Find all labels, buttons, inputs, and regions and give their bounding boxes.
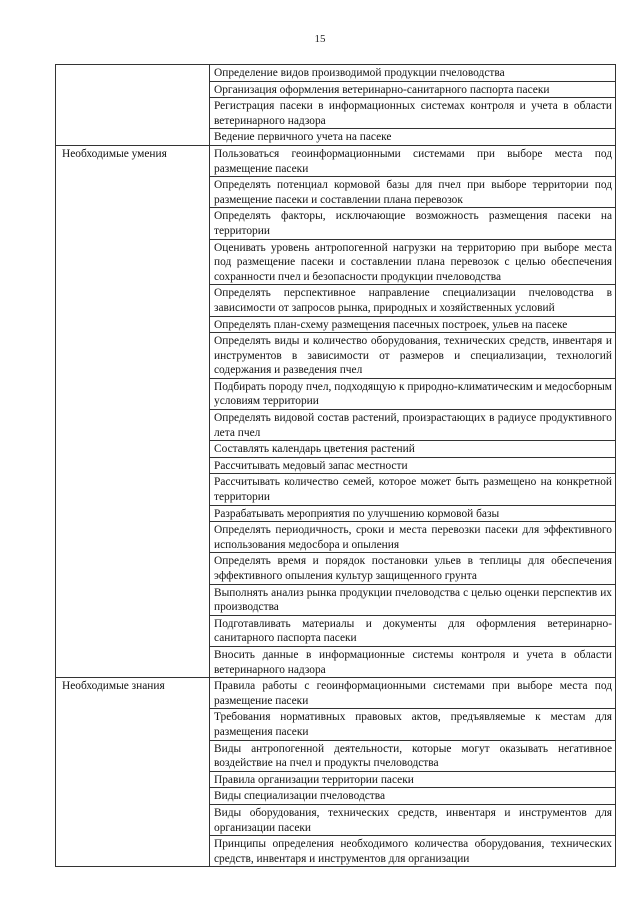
description-cell: Оценивать уровень антропогенной нагрузки на территорию при выборе места под размещение пасеки и составлении плана перевозок с целью обеспечения сохранности пчел и безопасности продукции пчеловодства [210,239,616,285]
description-cell: Виды оборудования, технических средств, инвентаря и инструментов для организации пасеки [210,804,616,835]
description-cell: Требования нормативных правовых актов, предъявляемые к местам для размещения пасеки [210,709,616,740]
description-cell: Правила организации территории пасеки [210,771,616,788]
description-cell: Определять видовой состав растений, произрастающих в радиусе продуктивного лета пчел [210,410,616,441]
description-cell: Правила работы с геоинформационными системами при выборе места под размещение пасеки [210,678,616,709]
description-cell: Виды антропогенной деятельности, которые могут оказывать негативное воздействие на пчел и продукты пчеловодства [210,740,616,771]
knowledge-row [56,678,616,709]
description-cell: Принципы определения необходимого количества оборудования, технических средств, инвентаря и инструментов для организации [210,836,616,867]
description-cell: Разрабатывать мероприятия по улучшению кормовой базы [210,505,616,522]
description-cell: Организация оформления ветеринарно-санитарного паспорта пасеки [210,81,616,98]
category-cell: Необходимые умения [56,145,210,677]
description-cell: Определять план-схему размещения пасечных построек, ульев на пасеке [210,316,616,333]
table-row [56,65,616,82]
page-number: 15 [314,33,326,45]
description-cell: Виды специализации пчеловодства [210,788,616,805]
description-cell: Подбирать породу пчел, подходящую к природно-климатическим и медосборным условиям территории [210,378,616,409]
description-cell: Определять факторы, исключающие возможность размещения пасеки на территории [210,208,616,239]
category-cell [56,65,210,146]
description-cell: Определять виды и количество оборудования, технических средств, инвентаря и инструментов в зависимости от размеров и специализации, технологий содержания и разведения пчел [210,333,616,379]
category-cell: Необходимые знания [56,678,210,867]
description-cell: Подготавливать материалы и документы для оформления ветеринарно-санитарного паспорта пасеки [210,615,616,646]
description-cell: Пользоваться геоинформационными системами при выборе места под размещение пасеки [210,145,616,176]
competency-table [55,64,616,867]
description-cell: Ведение первичного учета на пасеке [210,129,616,146]
competency-table-body [56,65,616,867]
description-cell: Определять перспективное направление специализации пчеловодства в зависимости от запросов рынка, природных и хозяйственных условий [210,285,616,316]
skills-row [56,145,616,176]
description-cell: Выполнять анализ рынка продукции пчеловодства с целью оценки перспектив их производства [210,584,616,615]
description-cell: Рассчитывать медовый запас местности [210,457,616,474]
description-cell: Регистрация пасеки в информационных системах контроля и учета в области ветеринарного надзора [210,98,616,129]
description-cell: Составлять календарь цветения растений [210,441,616,458]
description-cell: Рассчитывать количество семей, которое может быть размещено на конкретной территории [210,474,616,505]
description-cell: Определять потенциал кормовой базы для пчел при выборе территории под размещение пасеки и составлении плана перевозок [210,177,616,208]
description-cell: Определение видов производимой продукции пчеловодства [210,65,616,82]
description-cell: Вносить данные в информационные системы контроля и учета в области ветеринарного надзора [210,646,616,677]
description-cell: Определять время и порядок постановки ульев в теплицы для обеспечения эффективного опыления культур защищенного грунта [210,553,616,584]
description-cell: Определять периодичность, сроки и места перевозки пасеки для эффективного использования медосбора и опыления [210,522,616,553]
